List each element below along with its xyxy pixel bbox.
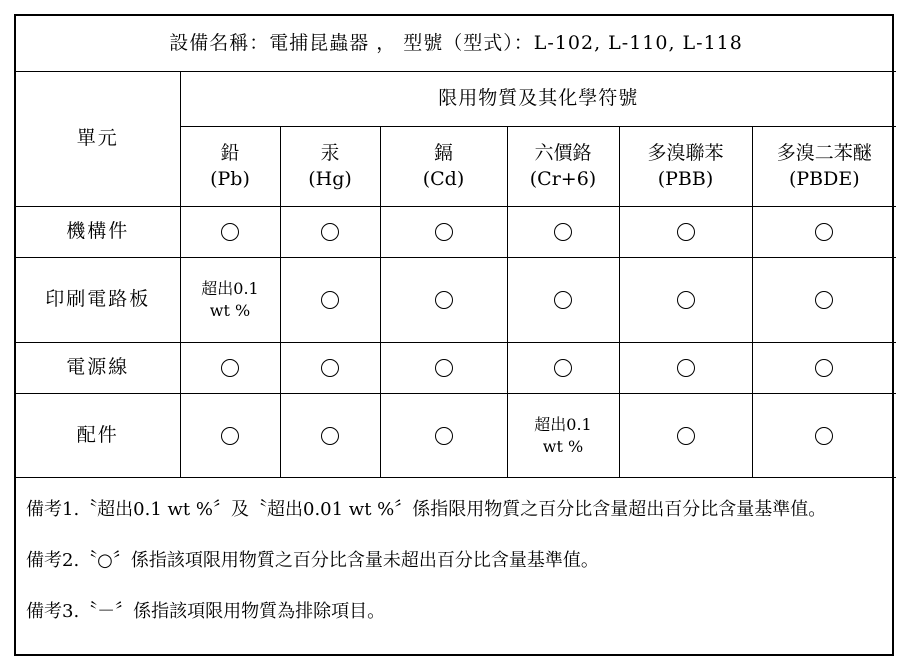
compliance-cell (380, 207, 507, 258)
compliance-cell (507, 343, 619, 394)
circle-icon (321, 427, 339, 445)
unit-label: 印刷電路板 (16, 258, 180, 343)
substance-symbol: (Hg) (308, 167, 352, 190)
compliance-cell (380, 343, 507, 394)
circle-icon (435, 427, 453, 445)
note-1: 備考1.〝超出0.1 wt %〞及〝超出0.01 wt %〞係指限用物質之百分比含量超出百分比含量基準值。 (26, 499, 827, 520)
circle-icon (435, 291, 453, 309)
circle-icon (554, 359, 572, 377)
compliance-cell (180, 343, 280, 394)
circle-icon (221, 359, 239, 377)
exceed-text: 超出0.1 (534, 414, 592, 434)
exceed-cell (180, 258, 280, 343)
circle-icon (677, 223, 695, 241)
circle-icon (815, 359, 833, 377)
compliance-cell (180, 207, 280, 258)
exceed-unit: wt % (542, 436, 584, 456)
compliance-cell (619, 207, 752, 258)
compliance-cell (280, 207, 380, 258)
substance-name: 汞 (320, 141, 340, 164)
unit-label: 電源線 (16, 343, 180, 394)
substance-name: 多溴二苯醚 (776, 141, 872, 164)
circle-icon (321, 223, 339, 241)
exceed-text: 超出0.1 (201, 279, 259, 299)
circle-icon (221, 223, 239, 241)
compliance-cell (280, 343, 380, 394)
circle-icon (554, 291, 572, 309)
substance-header-pbde (752, 127, 896, 207)
circle-icon (554, 223, 572, 241)
compliance-cell (619, 258, 752, 343)
substance-name: 鉛 (220, 141, 240, 164)
substance-symbol: (PBB) (657, 167, 714, 190)
substance-symbol: (Cd) (422, 167, 465, 190)
compliance-cell (752, 207, 896, 258)
table-row (16, 258, 896, 343)
compliance-cell (380, 258, 507, 343)
substance-symbol: (Cr+6) (529, 167, 597, 190)
compliance-cell (380, 394, 507, 478)
exceed-unit: wt % (209, 301, 251, 320)
circle-icon (815, 223, 833, 241)
circle-icon (321, 359, 339, 377)
substance-header-lead (180, 127, 280, 207)
rohs-declaration-table (16, 16, 896, 658)
equipment-title: 設備名稱：電捕昆蟲器 ， 型號（型式）：L-102, L-110, L-118 (16, 16, 896, 72)
substance-header-chromium (507, 127, 619, 207)
compliance-cell (507, 258, 619, 343)
circle-icon (435, 223, 453, 241)
table-row (16, 394, 896, 478)
circle-icon (815, 427, 833, 445)
compliance-cell (180, 394, 280, 478)
compliance-cell (752, 258, 896, 343)
restricted-substances-header: 限用物質及其化學符號 (180, 72, 896, 127)
notes-section (16, 478, 896, 659)
substance-symbol: (PBDE) (788, 167, 860, 190)
circle-icon (815, 291, 833, 309)
compliance-cell (752, 343, 896, 394)
substance-header-pbb (619, 127, 752, 207)
unit-label: 配件 (16, 394, 180, 478)
unit-label: 機構件 (16, 207, 180, 258)
table-row (16, 343, 896, 394)
compliance-cell (280, 394, 380, 478)
note-3: 備考3.〝－〞係指該項限用物質為排除項目。 (26, 601, 386, 622)
circle-icon (221, 427, 239, 445)
compliance-cell (752, 394, 896, 478)
circle-icon (435, 359, 453, 377)
compliance-cell (619, 394, 752, 478)
rohs-declaration-table-frame (14, 14, 894, 656)
circle-icon (677, 427, 695, 445)
substance-name: 六價鉻 (534, 141, 592, 164)
compliance-cell (280, 258, 380, 343)
circle-icon (677, 291, 695, 309)
exceed-cell (507, 394, 619, 478)
compliance-cell (619, 343, 752, 394)
substance-header-cadmium (380, 127, 507, 207)
compliance-cell (507, 207, 619, 258)
note-2: 備考2.〝○〞係指該項限用物質之百分比含量未超出百分比含量基準值。 (26, 550, 599, 571)
circle-icon (321, 291, 339, 309)
table-row (16, 207, 896, 258)
substance-name: 多溴聯苯 (647, 141, 724, 164)
unit-column-header: 單元 (16, 72, 180, 207)
substance-symbol: (Pb) (210, 167, 250, 190)
circle-icon (677, 359, 695, 377)
substance-name: 鎘 (433, 141, 453, 164)
substance-header-mercury (280, 127, 380, 207)
